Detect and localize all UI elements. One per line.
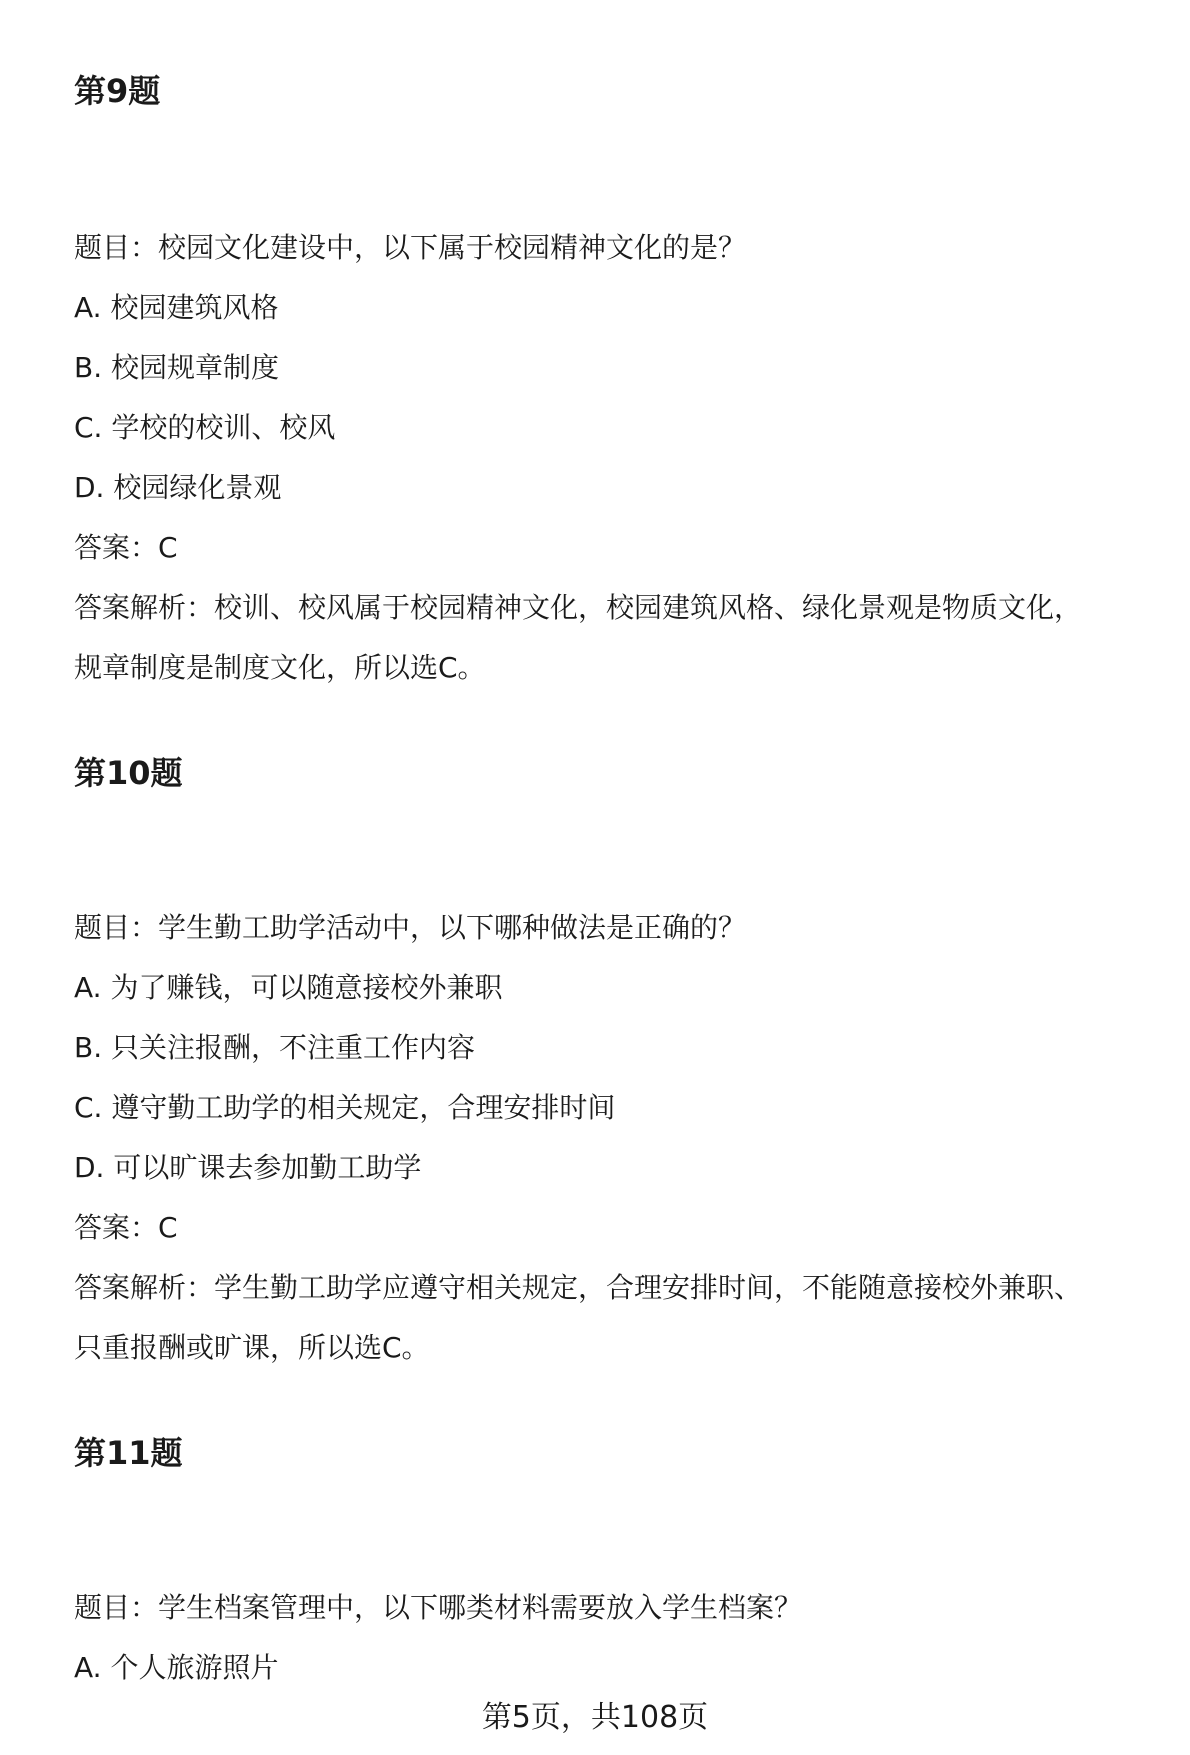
- answer-analysis-continued: 只重报酬或旷课，所以选C。: [74, 1331, 430, 1364]
- answer-analysis-continued: 规章制度是制度文化，所以选C。: [74, 651, 486, 684]
- option-c: C. 遵守勤工助学的相关规定，合理安排时间: [74, 1091, 616, 1124]
- question-title: 第9题: [74, 72, 161, 110]
- page-number-footer: 第5页，共108页: [481, 1700, 709, 1735]
- question-title: 第10题: [74, 754, 183, 792]
- question-title: 第11题: [74, 1434, 183, 1472]
- question-stem: 题目：学生勤工助学活动中，以下哪种做法是正确的？: [74, 911, 747, 944]
- answer: 答案：C: [74, 531, 178, 564]
- question-stem: 题目：校园文化建设中，以下属于校园精神文化的是？: [74, 231, 747, 264]
- answer-analysis: 答案解析：校训、校风属于校园精神文化，校园建筑风格、绿化景观是物质文化，: [74, 591, 1083, 624]
- option-d: D. 可以旷课去参加勤工助学: [74, 1151, 422, 1184]
- option-a: A. 个人旅游照片: [74, 1651, 279, 1684]
- option-a: A. 为了赚钱，可以随意接校外兼职: [74, 971, 503, 1004]
- answer-analysis: 答案解析：学生勤工助学应遵守相关规定，合理安排时间，不能随意接校外兼职、: [74, 1271, 1083, 1304]
- option-d: D. 校园绿化景观: [74, 471, 282, 504]
- option-b: B. 校园规章制度: [74, 351, 280, 384]
- option-b: B. 只关注报酬，不注重工作内容: [74, 1031, 476, 1064]
- question-stem: 题目：学生档案管理中，以下哪类材料需要放入学生档案？: [74, 1591, 803, 1624]
- option-a: A. 校园建筑风格: [74, 291, 279, 324]
- option-c: C. 学校的校训、校风: [74, 411, 336, 444]
- answer: 答案：C: [74, 1211, 178, 1244]
